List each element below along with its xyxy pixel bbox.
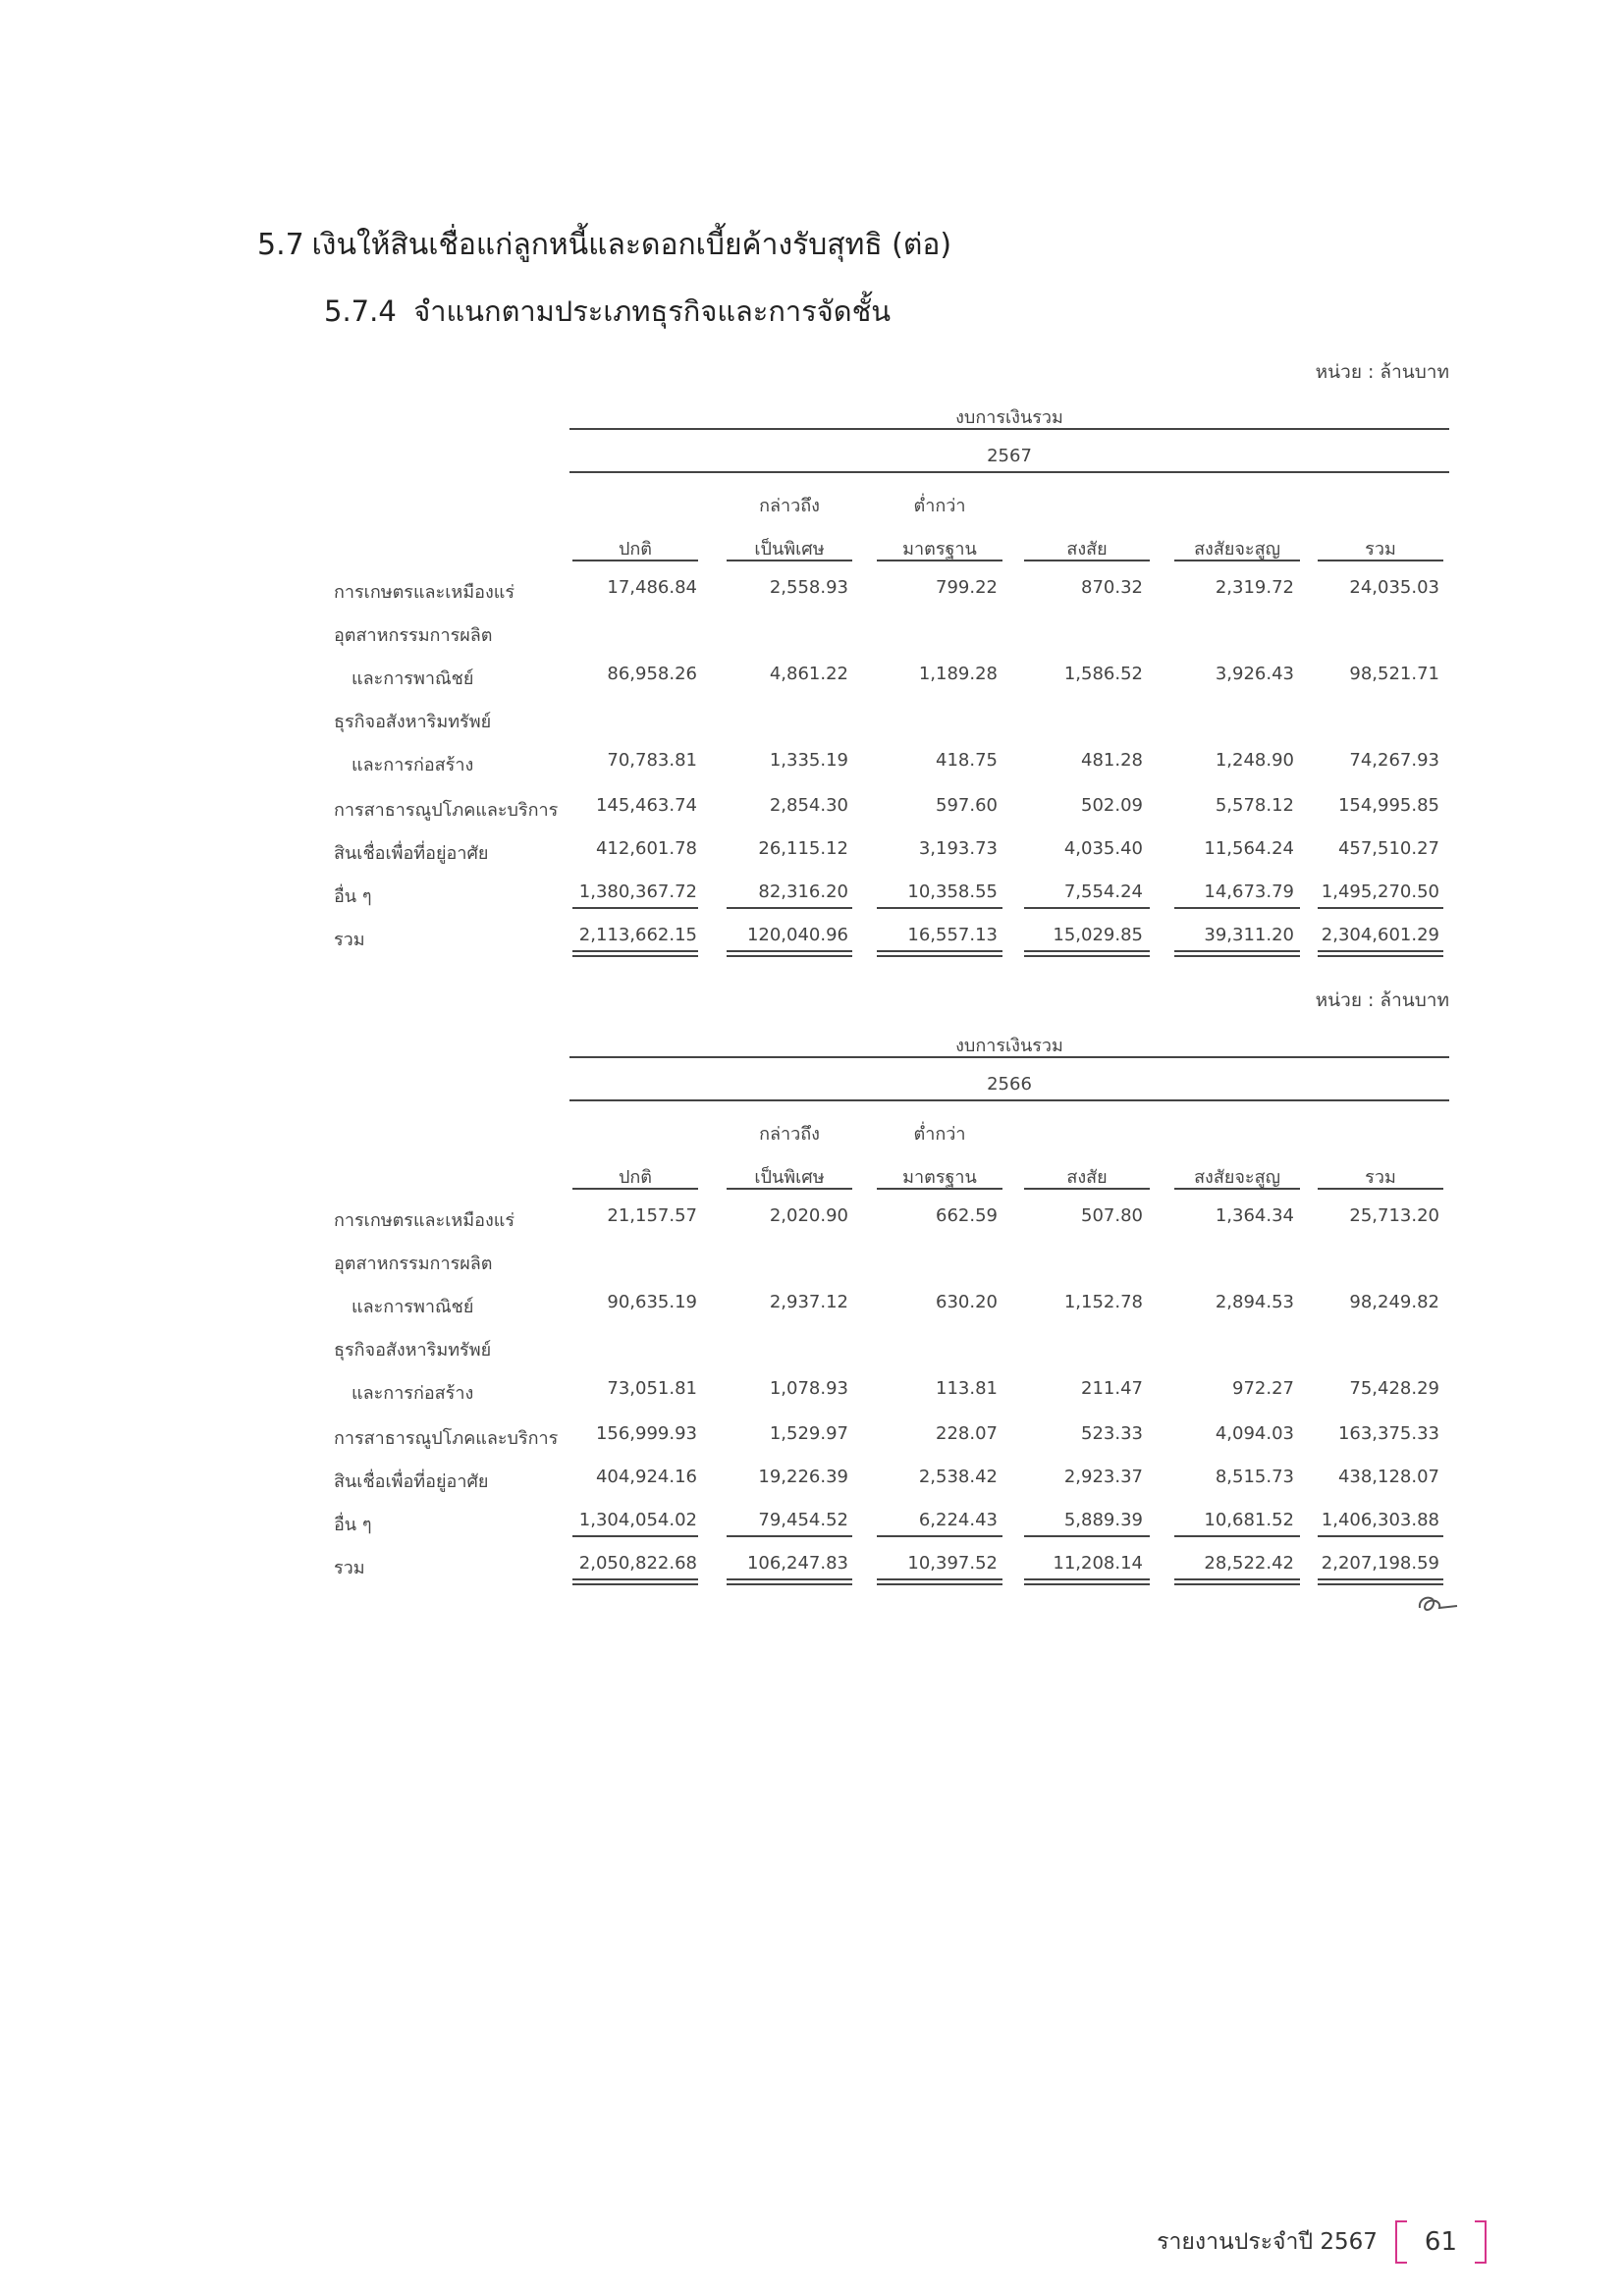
- total-cell: 120,040.96: [746, 925, 848, 945]
- subtotal-rule: [572, 1535, 698, 1537]
- section-number: 5.7: [257, 228, 304, 262]
- table-cell: 502.09: [1081, 795, 1143, 816]
- table-cell: 73,051.81: [607, 1378, 697, 1399]
- column-header-underline: [877, 560, 1002, 561]
- row-label: สินเชื่อเพื่อที่อยู่อาศัย: [334, 1471, 489, 1492]
- subtotal-rule: [877, 907, 1002, 909]
- table-cell: 799.22: [936, 577, 998, 598]
- subsection-number: 5.7.4: [324, 294, 397, 328]
- year-rule: [569, 471, 1449, 473]
- total-double-rule: [572, 1578, 698, 1585]
- subtotal-rule: [877, 1535, 1002, 1537]
- financial-statement-header: งบการเงินรวม: [955, 1036, 1063, 1056]
- table-cell: 481.28: [1081, 750, 1143, 771]
- column-header-underline: [1318, 560, 1443, 561]
- table-cell: 7,554.24: [1063, 881, 1143, 902]
- table-cell: 156,999.93: [595, 1423, 697, 1444]
- table-cell: 24,035.03: [1349, 577, 1439, 598]
- footer-report-title: รายงานประจำปี 2567: [1157, 2229, 1378, 2255]
- table-cell: 4,035.40: [1063, 838, 1143, 859]
- table-cell: 70,783.81: [607, 750, 697, 771]
- table-cell: 5,578.12: [1215, 795, 1294, 816]
- table-cell: 3,926.43: [1215, 664, 1294, 684]
- column-header: สงสัย: [1066, 1167, 1108, 1188]
- table-cell: 1,495,270.50: [1321, 881, 1439, 902]
- table-cell: 113.81: [936, 1378, 998, 1399]
- section-title: เงินให้สินเชื่อแก่ลูกหนี้และดอกเบี้ยค้างรับสุทธิ (ต่อ): [311, 228, 952, 262]
- table-cell: 6,224.43: [918, 1510, 998, 1530]
- total-double-rule: [877, 950, 1002, 957]
- table-cell: 86,958.26: [607, 664, 697, 684]
- subtotal-rule: [1024, 1535, 1150, 1537]
- table-cell: 1,586.52: [1063, 664, 1143, 684]
- column-header: ปกติ: [618, 1167, 652, 1188]
- column-header: รวม: [1365, 1167, 1396, 1188]
- column-header: เป็นพิเศษ: [754, 1167, 825, 1188]
- column-header-underline: [1024, 560, 1150, 561]
- row-label: การสาธารณูปโภคและบริการ: [334, 1428, 559, 1449]
- table-cell: 154,995.85: [1337, 795, 1439, 816]
- row-label-continued: และการพาณิชย์: [352, 668, 474, 689]
- unit-label: หน่วย : ล้านบาท: [1315, 361, 1449, 383]
- table-cell: 2,319.72: [1215, 577, 1294, 598]
- total-double-rule: [727, 1578, 852, 1585]
- column-header-underline: [1174, 1188, 1300, 1190]
- row-label: ธุรกิจอสังหาริมทรัพย์: [334, 712, 492, 732]
- total-double-rule: [727, 950, 852, 957]
- column-header: สงสัยจะสูญ: [1194, 539, 1280, 560]
- total-cell: 11,208.14: [1053, 1553, 1143, 1574]
- subtotal-rule: [1318, 1535, 1443, 1537]
- table-cell: 90,635.19: [607, 1292, 697, 1312]
- subtotal-rule: [1024, 907, 1150, 909]
- table-cell: 1,335.19: [769, 750, 848, 771]
- table-cell: 8,515.73: [1215, 1467, 1294, 1487]
- subsection-heading: [324, 289, 891, 334]
- total-cell: 15,029.85: [1053, 925, 1143, 945]
- subtotal-rule: [1174, 1535, 1300, 1537]
- table-cell: 2,020.90: [769, 1205, 848, 1226]
- year-header: 2567: [987, 446, 1032, 466]
- table-cell: 1,078.93: [769, 1378, 848, 1399]
- column-header-underline: [877, 1188, 1002, 1190]
- total-double-rule: [572, 950, 698, 957]
- total-double-rule: [1174, 950, 1300, 957]
- column-header: สงสัย: [1066, 539, 1108, 560]
- table-cell: 418.75: [936, 750, 998, 771]
- column-header-underline: [727, 1188, 852, 1190]
- row-label: การสาธารณูปโภคและบริการ: [334, 800, 559, 821]
- column-header-line1: ต่ำกว่า: [913, 496, 966, 516]
- column-header-line1: กล่าวถึง: [759, 1124, 820, 1145]
- row-label: อื่น ๆ: [334, 1515, 372, 1535]
- row-label: สินเชื่อเพื่อที่อยู่อาศัย: [334, 843, 489, 864]
- row-label: การเกษตรและเหมืองแร่: [334, 582, 514, 603]
- year-header: 2566: [987, 1074, 1032, 1095]
- right-bracket-icon: [1475, 2220, 1487, 2264]
- row-label-continued: และการก่อสร้าง: [352, 755, 474, 775]
- column-header-line1: ต่ำกว่า: [913, 1124, 966, 1145]
- column-header-line1: กล่าวถึง: [759, 496, 820, 516]
- table-cell: 4,094.03: [1215, 1423, 1294, 1444]
- total-double-rule: [1024, 1578, 1150, 1585]
- total-cell: 106,247.83: [746, 1553, 848, 1574]
- table-cell: 972.27: [1232, 1378, 1294, 1399]
- total-double-rule: [877, 1578, 1002, 1585]
- column-header: สงสัยจะสูญ: [1194, 1167, 1280, 1188]
- table-cell: 163,375.33: [1337, 1423, 1439, 1444]
- year-rule: [569, 1099, 1449, 1101]
- total-cell: 2,050,822.68: [578, 1553, 697, 1574]
- row-label: การเกษตรและเหมืองแร่: [334, 1210, 514, 1231]
- column-header-underline: [572, 560, 698, 561]
- table-cell: 662.59: [936, 1205, 998, 1226]
- column-header: มาตรฐาน: [902, 1167, 977, 1188]
- total-double-rule: [1024, 950, 1150, 957]
- table-cell: 4,861.22: [769, 664, 848, 684]
- column-header: มาตรฐาน: [902, 539, 977, 560]
- row-label-continued: และการก่อสร้าง: [352, 1383, 474, 1404]
- table-cell: 211.47: [1081, 1378, 1143, 1399]
- table-cell: 11,564.24: [1204, 838, 1294, 859]
- column-header-underline: [1024, 1188, 1150, 1190]
- table-cell: 74,267.93: [1349, 750, 1439, 771]
- table-cell: 597.60: [936, 795, 998, 816]
- total-cell: 28,522.42: [1204, 1553, 1294, 1574]
- total-double-rule: [1318, 1578, 1443, 1585]
- page-number: 61: [1424, 2227, 1457, 2257]
- table-cell: 412,601.78: [595, 838, 697, 859]
- table-cell: 98,521.71: [1349, 664, 1439, 684]
- total-label: รวม: [334, 930, 365, 950]
- financial-statement-header: งบการเงินรวม: [955, 407, 1063, 428]
- table-cell: 523.33: [1081, 1423, 1143, 1444]
- table-cell: 2,894.53: [1215, 1292, 1294, 1312]
- column-header: ปกติ: [618, 539, 652, 560]
- table-cell: 17,486.84: [607, 577, 697, 598]
- subtotal-rule: [727, 907, 852, 909]
- table-cell: 2,558.93: [769, 577, 848, 598]
- header-rule: [569, 1056, 1449, 1058]
- subsection-title: จำแนกตามประเภทธุรกิจและการจัดชั้น: [413, 294, 892, 328]
- table-cell: 404,924.16: [595, 1467, 697, 1487]
- table-cell: 457,510.27: [1337, 838, 1439, 859]
- row-label: อื่น ๆ: [334, 886, 372, 907]
- table-cell: 3,193.73: [918, 838, 998, 859]
- row-label-continued: และการพาณิชย์: [352, 1297, 474, 1317]
- table-cell: 25,713.20: [1349, 1205, 1439, 1226]
- column-header-underline: [1318, 1188, 1443, 1190]
- subtotal-rule: [727, 1535, 852, 1537]
- subtotal-rule: [572, 907, 698, 909]
- table-cell: 10,358.55: [907, 881, 998, 902]
- table-cell: 79,454.52: [758, 1510, 848, 1530]
- table-cell: 26,115.12: [758, 838, 848, 859]
- table-cell: 14,673.79: [1204, 881, 1294, 902]
- row-label: ธุรกิจอสังหาริมทรัพย์: [334, 1340, 492, 1361]
- total-double-rule: [1318, 950, 1443, 957]
- total-cell: 2,207,198.59: [1321, 1553, 1439, 1574]
- table-cell: 5,889.39: [1063, 1510, 1143, 1530]
- column-header: รวม: [1365, 539, 1396, 560]
- table-cell: 2,937.12: [769, 1292, 848, 1312]
- table-cell: 10,681.52: [1204, 1510, 1294, 1530]
- total-cell: 16,557.13: [907, 925, 998, 945]
- table-cell: 1,364.34: [1215, 1205, 1294, 1226]
- column-header-underline: [572, 1188, 698, 1190]
- row-label: อุตสาหกรรมการผลิต: [334, 625, 493, 646]
- row-label: อุตสาหกรรมการผลิต: [334, 1254, 493, 1274]
- table-cell: 1,304,054.02: [578, 1510, 697, 1530]
- total-cell: 10,397.52: [907, 1553, 998, 1574]
- unit-label: หน่วย : ล้านบาท: [1315, 989, 1449, 1011]
- table-cell: 1,529.97: [769, 1423, 848, 1444]
- table-cell: 19,226.39: [758, 1467, 848, 1487]
- total-label: รวม: [334, 1558, 365, 1578]
- column-header-underline: [1174, 560, 1300, 561]
- table-cell: 507.80: [1081, 1205, 1143, 1226]
- table-cell: 2,923.37: [1063, 1467, 1143, 1487]
- header-rule: [569, 428, 1449, 430]
- table-cell: 75,428.29: [1349, 1378, 1439, 1399]
- table-cell: 82,316.20: [758, 881, 848, 902]
- table-cell: 1,380,367.72: [578, 881, 697, 902]
- table-cell: 145,463.74: [595, 795, 697, 816]
- table-cell: 870.32: [1081, 577, 1143, 598]
- table-cell: 98,249.82: [1349, 1292, 1439, 1312]
- table-cell: 1,189.28: [918, 664, 998, 684]
- table-cell: 1,406,303.88: [1321, 1510, 1439, 1530]
- table-cell: 438,128.07: [1337, 1467, 1439, 1487]
- page-footer: [1157, 2220, 1487, 2264]
- subtotal-rule: [1318, 907, 1443, 909]
- table-cell: 2,538.42: [918, 1467, 998, 1487]
- table-cell: 21,157.57: [607, 1205, 697, 1226]
- left-bracket-icon: [1395, 2220, 1407, 2264]
- section-heading: [257, 222, 951, 268]
- table-cell: 1,152.78: [1063, 1292, 1143, 1312]
- column-header-underline: [727, 560, 852, 561]
- total-cell: 39,311.20: [1204, 925, 1294, 945]
- subtotal-rule: [1174, 907, 1300, 909]
- total-double-rule: [1174, 1578, 1300, 1585]
- signature-mark-icon: [1414, 1590, 1463, 1618]
- table-cell: 2,854.30: [769, 795, 848, 816]
- table-cell: 630.20: [936, 1292, 998, 1312]
- table-cell: 228.07: [936, 1423, 998, 1444]
- column-header: เป็นพิเศษ: [754, 539, 825, 560]
- total-cell: 2,304,601.29: [1321, 925, 1439, 945]
- total-cell: 2,113,662.15: [578, 925, 697, 945]
- table-cell: 1,248.90: [1215, 750, 1294, 771]
